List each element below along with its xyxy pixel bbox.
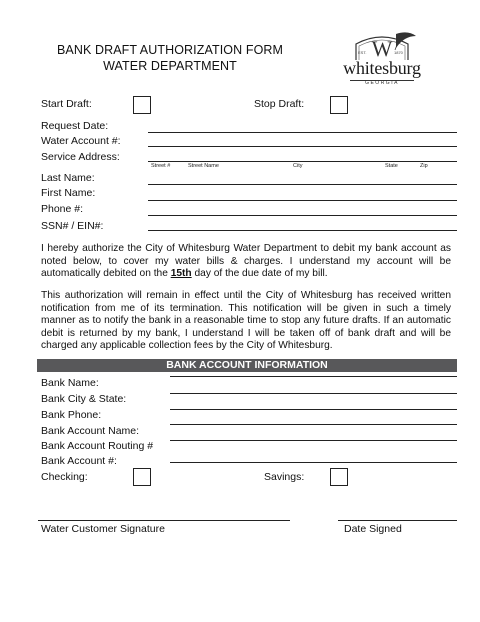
bank-city-state-label: Bank City & State:	[41, 393, 127, 405]
whitesburg-logo	[334, 28, 430, 90]
bank-account-name-line[interactable]	[170, 424, 457, 425]
bank-phone-line[interactable]	[170, 409, 457, 410]
address-zip: Zip	[420, 163, 428, 169]
address-state: State	[385, 163, 398, 169]
water-account-label: Water Account #:	[41, 135, 121, 147]
savings-box[interactable]	[330, 468, 348, 486]
service-address-line[interactable]	[148, 146, 457, 147]
form-title	[45, 42, 295, 74]
service-address-label: Service Address:	[41, 151, 120, 163]
bank-routing-line[interactable]	[170, 440, 457, 441]
ssn-label: SSN# / EIN#:	[41, 220, 104, 232]
logo-est: EST.	[358, 50, 367, 55]
logo-letter: W	[371, 36, 393, 61]
authorization-text-1a: I hereby authorize the City of Whitesburg Water Department to debit my bank account as noted below, to cover my water bills & charges. I understand my account will be automatically debited on the	[41, 243, 451, 280]
checking-label: Checking:	[41, 471, 88, 483]
logo-sub: GEORGIA	[365, 80, 399, 86]
authorization-paragraph-1	[41, 243, 451, 281]
logo-year: 1870	[394, 50, 403, 55]
water-account-line[interactable]	[148, 132, 457, 133]
address-street-no: Street #	[151, 163, 171, 169]
phone-line[interactable]	[148, 215, 457, 216]
first-name-label: First Name:	[41, 187, 96, 199]
phone-label: Phone #:	[41, 203, 84, 215]
stop-draft-box[interactable]	[330, 96, 348, 114]
ssn-line[interactable]	[148, 230, 457, 231]
bank-name-line[interactable]	[170, 376, 457, 377]
request-date-label: Request Date:	[41, 120, 109, 132]
bank-phone-label: Bank Phone:	[41, 409, 102, 421]
last-name-line[interactable]	[148, 184, 457, 185]
bank-account-number-line[interactable]	[170, 462, 457, 463]
savings-label: Savings:	[264, 471, 305, 483]
authorization-text-1b: day of the due date of my bill.	[191, 268, 328, 280]
form-title-line1: BANK DRAFT AUTHORIZATION FORM	[56, 43, 284, 57]
start-draft-box[interactable]	[133, 96, 151, 114]
authorization-paragraph-2: This authorization will remain in effect until the City of Whitesburg has received written notification from me of its termination. This notification will be given in such a timely manner as to notify the bank in a reasonable time to stop any future drafts. If an automatic debit is returned by my bank, I understand I will be taken off of bank draft and will be charged any applicable collection fees by the City of Whitesburg.	[41, 290, 451, 352]
date-signed-line[interactable]	[338, 520, 457, 521]
customer-signature-line[interactable]	[38, 520, 290, 521]
address-detail-line[interactable]	[148, 161, 457, 162]
stop-draft-label: Stop Draft:	[254, 98, 305, 110]
bank-account-number-label: Bank Account #:	[41, 455, 117, 467]
address-street-name: Street Name	[188, 163, 219, 169]
last-name-label: Last Name:	[41, 172, 95, 184]
start-draft-label: Start Draft:	[41, 98, 92, 110]
checking-box[interactable]	[133, 468, 151, 486]
bank-section-header: BANK ACCOUNT INFORMATION	[37, 359, 457, 372]
first-name-line[interactable]	[148, 200, 457, 201]
logo-name: whitesburg	[343, 58, 421, 78]
bank-routing-label: Bank Account Routing #	[41, 440, 154, 452]
customer-signature-label: Water Customer Signature	[41, 523, 165, 535]
bank-name-label: Bank Name:	[41, 377, 99, 389]
bank-city-state-line[interactable]	[170, 393, 457, 394]
address-city: City	[293, 163, 303, 169]
form-title-line2: WATER DEPARTMENT	[103, 59, 237, 73]
debit-day: 15th	[170, 268, 192, 280]
bank-account-name-label: Bank Account Name:	[41, 425, 140, 437]
date-signed-label: Date Signed	[344, 523, 402, 535]
